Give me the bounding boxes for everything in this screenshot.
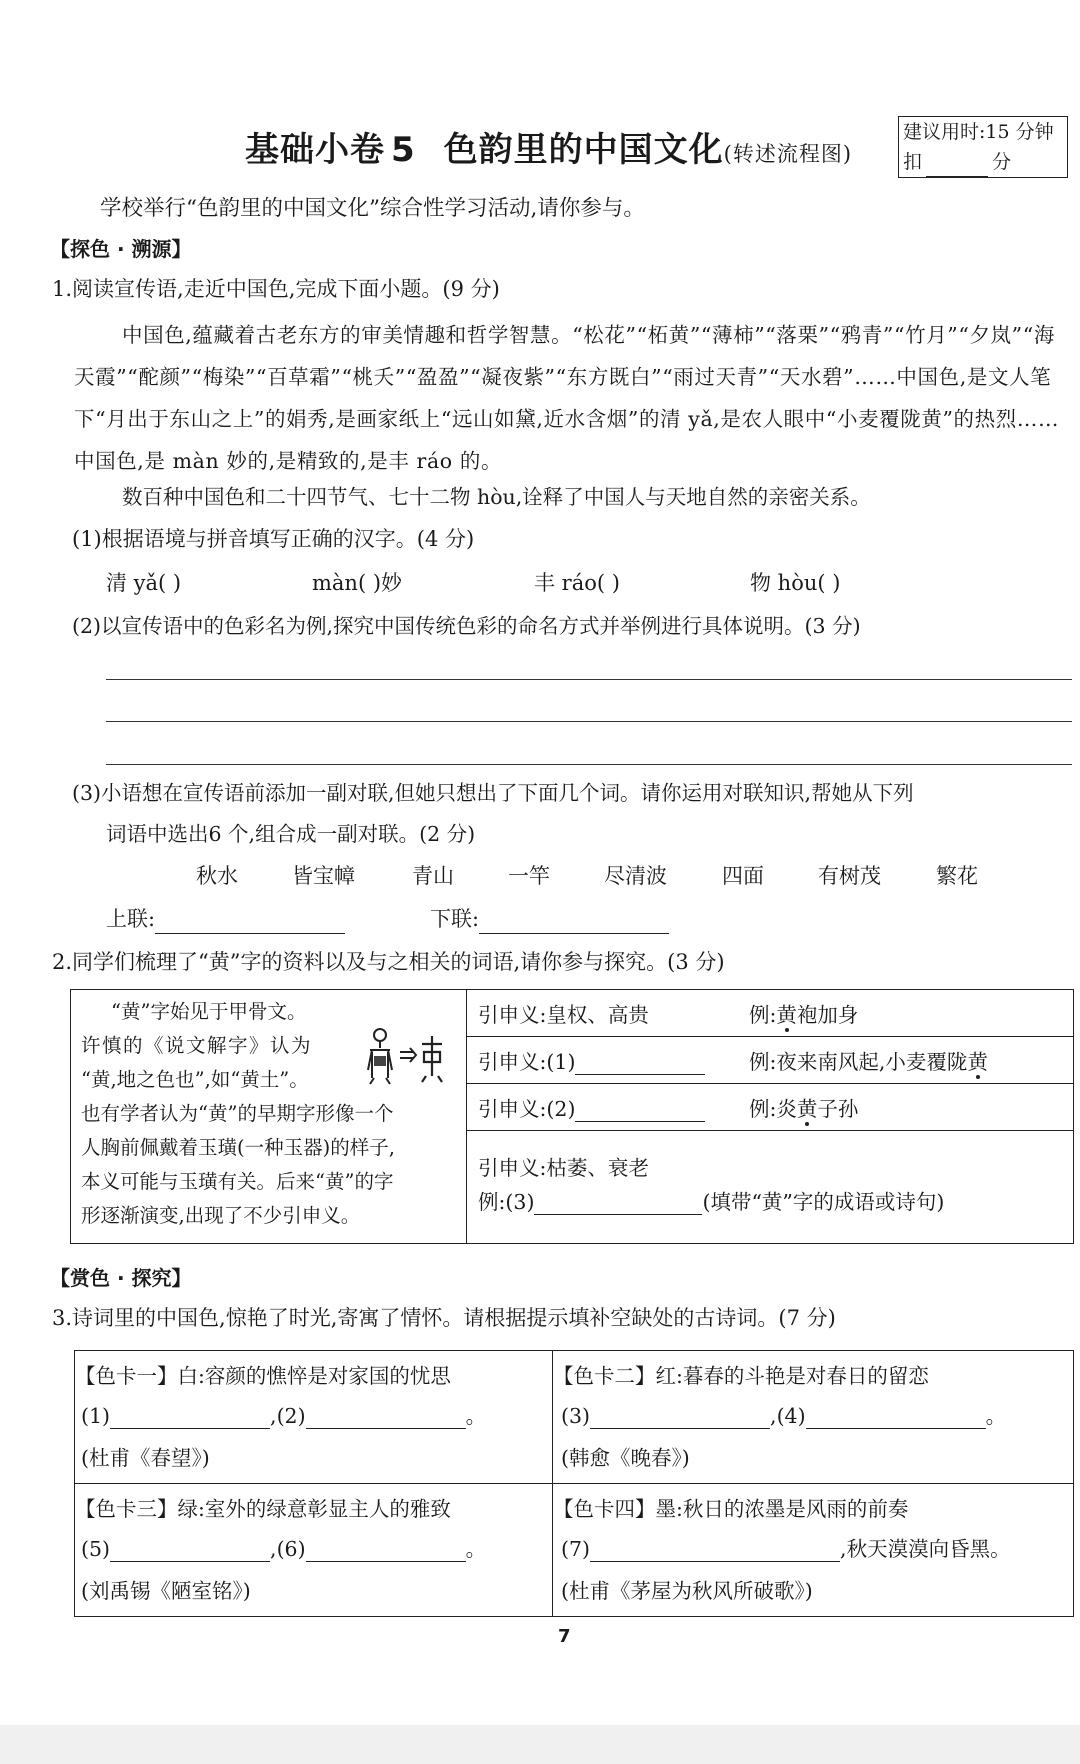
- emphasis-char: 黄: [797, 1092, 818, 1122]
- end-mark: 。: [465, 1404, 487, 1428]
- word-option: 繁花: [936, 864, 978, 888]
- q2-right-panel: [466, 990, 1073, 1243]
- color-card-1: [75, 1351, 552, 1483]
- end-mark: 。: [985, 1404, 1007, 1428]
- example-hint: (填带“黄”字的成语或诗句): [702, 1190, 945, 1214]
- q1-stem: 1.阅读宣传语,走近中国色,完成下面小题。(9 分): [52, 277, 500, 301]
- pinyin-item-1[interactable]: 清 yǎ( ): [106, 571, 182, 595]
- q2-left-line: “黄,地之色也”,如“黄土”。: [81, 1068, 309, 1091]
- q1-passage: 中国色,蕴藏着古老东方的审美情趣和哲学智慧。“松花”“柘黄”“薄柿”“落栗”“鸦青”“竹月”“夕岚”“海天霞”“酡颜”“梅染”“百草霜”“桃夭”“盈盈”“凝夜紫”“东方既白”“雨过天青”“天水碧”……中国色,是文人笔下“月出于东山之上”的娟秀,是画家纸上“远山如黛,近水含烟”的清 yǎ,是农人眼中“小麦覆陇黄”的热烈……中国色,是 màn 妙的,是精致的,是丰 ráo 的。: [74, 323, 1060, 473]
- end-mark: 。: [465, 1537, 487, 1561]
- pinyin-item-3[interactable]: 丰 ráo( ): [534, 571, 620, 595]
- blank-label: (1): [81, 1404, 111, 1428]
- q2-left-line: 也有学者认为“黄”的早期字形像一个: [81, 1102, 394, 1125]
- q3-cards-grid: [74, 1350, 1074, 1617]
- poem-blank[interactable]: [590, 1537, 840, 1562]
- time-score-box: [898, 116, 1068, 178]
- card-source: (刘禹锡《陋室铭》): [81, 1579, 251, 1603]
- q1-sub1: (1)根据语境与拼音填写正确的汉字。(4 分): [72, 527, 475, 551]
- example-suffix: 袍加身: [796, 1003, 859, 1027]
- card-source: (杜甫《茅屋为秋风所破歌》): [561, 1579, 813, 1603]
- example-suffix: 子孙: [817, 1097, 859, 1121]
- word-option: 皆宝幛: [292, 864, 355, 888]
- q2-row-example: [749, 1092, 858, 1122]
- title-subtitle: (转述流程图): [723, 142, 853, 166]
- blank-label: (3): [561, 1404, 591, 1428]
- word-option: 青山: [412, 864, 454, 888]
- q2-row-4: [466, 1131, 1073, 1241]
- q2-row-label: [478, 1045, 705, 1075]
- word-option: 秋水: [196, 864, 238, 888]
- blank-1[interactable]: [575, 1050, 705, 1075]
- poem-blank[interactable]: [306, 1537, 466, 1562]
- example-prefix: 例:炎: [749, 1097, 797, 1121]
- emphasis-char: 黄: [776, 998, 797, 1028]
- blank-label: (5): [81, 1537, 111, 1561]
- card-heading: 【色卡四】墨:秋日的浓墨是风雨的前奏: [553, 1497, 909, 1521]
- q2-last-example: [478, 1185, 944, 1215]
- q1-sub3-line1: (3)小语想在宣传语前添加一副对联,但她只想出了下面几个词。请你运用对联知识,帮她从下列: [72, 781, 914, 805]
- section-heading-explore: 【探色 · 溯源】: [50, 237, 192, 261]
- page-number: 7: [558, 1626, 571, 1647]
- emphasis-char: 黄: [967, 1045, 988, 1075]
- score-suffix: 分: [992, 151, 1012, 173]
- q2-left-line: “黄”字始见于甲骨文。: [111, 1000, 307, 1023]
- blank-label: (7): [561, 1537, 591, 1561]
- q2-row-1: [466, 990, 1073, 1037]
- q2-left-line: 形逐渐演变,出现了不少引申义。: [81, 1204, 361, 1227]
- word-option: 四面: [722, 864, 764, 888]
- card-blanks: [81, 1532, 486, 1562]
- q2-row-example: [749, 1045, 988, 1075]
- q2-row-3: [466, 1084, 1073, 1131]
- title-topic: 色韵里的中国文化: [443, 130, 724, 170]
- q2-row-example: [749, 998, 858, 1028]
- q1-passage-2: 数百种中国色和二十四节气、七十二物 hòu,诠释了中国人与天地自然的亲密关系。: [122, 485, 871, 509]
- color-card-3: [75, 1484, 552, 1616]
- bottom-margin-strip: [0, 1725, 1080, 1764]
- q2-table: [70, 989, 1074, 1244]
- word-option: 一竿: [508, 864, 550, 888]
- upper-couplet: [106, 904, 345, 934]
- q2-row-label: [478, 1092, 705, 1122]
- lower-couplet: [430, 904, 669, 934]
- q2-row-2: [466, 1037, 1073, 1084]
- answer-line-1[interactable]: [106, 679, 1072, 680]
- q2-row-label: 引申义:皇权、高贵: [478, 1003, 649, 1027]
- lower-couplet-blank[interactable]: [479, 909, 669, 934]
- answer-line-2[interactable]: [106, 721, 1072, 722]
- example-prefix: 例:夜来南风起,小麦覆陇: [749, 1050, 968, 1074]
- poem-blank[interactable]: [590, 1404, 770, 1429]
- color-card-4: [553, 1484, 1073, 1616]
- card-blanks: [561, 1532, 1011, 1562]
- card-heading: 【色卡二】红:暮春的斗艳是对春日的留恋: [553, 1364, 929, 1388]
- page-title: [245, 122, 852, 171]
- poem-blank[interactable]: [306, 1404, 466, 1429]
- card-heading: 【色卡三】绿:室外的绿意彰显主人的雅致: [75, 1497, 451, 1521]
- color-card-2: [553, 1351, 1073, 1483]
- pinyin-item-4[interactable]: 物 hòu( ): [750, 571, 841, 595]
- answer-line-3[interactable]: [106, 764, 1072, 765]
- blank-3[interactable]: [534, 1190, 702, 1215]
- blank-label: ,(4): [770, 1404, 806, 1428]
- time-suggestion: 建议用时:15 分钟: [903, 121, 1054, 143]
- given-line: ,秋天漠漠向昏黑。: [840, 1537, 1011, 1561]
- lower-couplet-label: 下联:: [430, 907, 480, 931]
- row-label-text: 引申义:(2): [478, 1097, 576, 1121]
- card-source: (杜甫《春望》): [81, 1446, 210, 1470]
- oracle-bone-huang-illustration: [366, 1026, 454, 1086]
- poem-blank[interactable]: [110, 1537, 270, 1562]
- blank-label: ,(2): [270, 1404, 306, 1428]
- example-prefix: 例:(3): [478, 1190, 535, 1214]
- q2-stem: 2.同学们梳理了“黄”字的资料以及与之相关的词语,请你参与探究。(3 分): [52, 950, 725, 974]
- q2-left-line: 本义可能与玉璜有关。后来“黄”的字: [81, 1170, 394, 1193]
- row-label-text: 引申义:(1): [478, 1050, 576, 1074]
- upper-couplet-blank[interactable]: [155, 909, 345, 934]
- score-row: [903, 147, 1067, 177]
- card-blanks: [81, 1399, 486, 1429]
- card-source: (韩愈《晚春》): [561, 1446, 690, 1470]
- score-prefix: 扣: [903, 151, 923, 173]
- example-prefix: 例:: [749, 1003, 777, 1027]
- upper-couplet-label: 上联:: [106, 907, 156, 931]
- q2-left-panel: [71, 990, 467, 1243]
- poem-blank[interactable]: [806, 1404, 986, 1429]
- word-option: 尽清波: [604, 864, 667, 888]
- q1-sub3-line2: 词语中选出6 个,组合成一副对联。(2 分): [106, 822, 476, 846]
- score-blank[interactable]: [926, 154, 988, 177]
- card-heading: 【色卡一】白:容颜的憔悴是对家国的忧思: [75, 1364, 451, 1388]
- poem-blank[interactable]: [110, 1404, 270, 1429]
- q3-stem: 3.诗词里的中国色,惊艳了时光,寄寓了情怀。请根据提示填补空缺处的古诗词。(7 分): [52, 1306, 836, 1330]
- pinyin-item-2[interactable]: màn( )妙: [312, 571, 403, 595]
- title-series: 基础小卷: [245, 130, 385, 170]
- q2-left-line: 许慎的《说文解字》认为: [81, 1034, 313, 1057]
- word-option: 有树茂: [818, 864, 881, 888]
- card-blanks: [561, 1399, 1006, 1429]
- title-number: 5: [391, 130, 416, 170]
- q2-left-line: 人胸前佩戴着玉璜(一种玉器)的样子,: [81, 1136, 395, 1159]
- intro-text: 学校举行“色韵里的中国文化”综合性学习活动,请你参与。: [100, 196, 645, 221]
- section-heading-appreciate: 【赏色 · 探究】: [50, 1266, 192, 1290]
- q1-sub2: (2)以宣传语中的色彩名为例,探究中国传统色彩的命名方式并举例进行具体说明。(3 分): [72, 614, 861, 638]
- blank-label: ,(6): [270, 1537, 306, 1561]
- blank-2[interactable]: [575, 1097, 705, 1122]
- q2-last-label: 引申义:枯萎、衰老: [478, 1156, 649, 1180]
